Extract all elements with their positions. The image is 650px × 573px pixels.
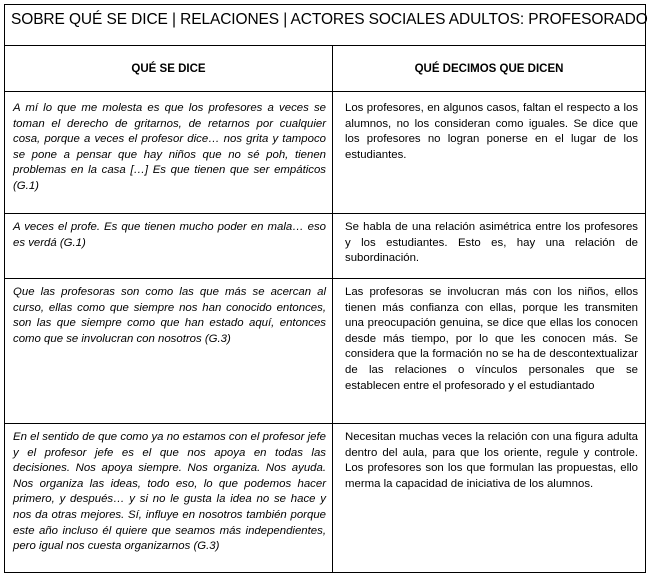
table-row xyxy=(5,92,646,214)
interpretation-cell: Los profesores, en algunos casos, faltan el respecto a los alumnos, no los consideran como iguales. Se dice que los profesores no logran ponerse en el lugar de los estudiantes. xyxy=(333,92,646,214)
quote-cell: Que las profesoras son como las que más se acercan al curso, ellas como que siempre nos han conocido entonces, son las que siempre como que han estado aquí, entonces como que se involucran con nosotros (G.3) xyxy=(5,279,333,424)
header-row xyxy=(5,46,646,92)
header-que-se-dice: QUÉ SE DICE xyxy=(5,46,333,92)
table-row xyxy=(5,279,646,424)
table-title: SOBRE QUÉ SE DICE | RELACIONES | ACTORES SOCIALES ADULTOS: PROFESORADO xyxy=(5,5,646,46)
header-que-decimos-que-dicen: QUÉ DECIMOS QUE DICEN xyxy=(333,46,646,92)
analysis-table xyxy=(4,4,646,573)
interpretation-cell: Se habla de una relación asimétrica entre los profesores y los estudiantes. Esto es, hay una relación de subordinación. xyxy=(333,214,646,279)
quote-cell: En el sentido de que como ya no estamos con el profesor jefe y el profesor jefe es el que nos apoya en todas las decisiones. Nos apoya siempre. Nos organiza. Nos ayuda. Nos organiza las ideas, todo eso, lo que podemos hacer primero, y después… y si no le gusta la idea no se hace y nos da otras mejores. Sí, influye en nosotros también porque este año incluso él quiere que seamos más independientes, pero igual nos cuesta organizarnos (G.3) xyxy=(5,424,333,573)
quote-cell: A veces el profe. Es que tienen mucho poder en mala… eso es verdá (G.1) xyxy=(5,214,333,279)
quote-cell: A mí lo que me molesta es que los profesores a veces se toman el derecho de gritarnos, de retarnos por cualquier cosa, porque a veces el profesor dice… nos grita y tampoco se pone a pensar que hay niños que no sé poh, tienen problemas en la casa […] Es que tienen que ser empáticos (G.1) xyxy=(5,92,333,214)
interpretation-cell: Las profesoras se involucran más con los niños, ellos tienen más confianza con ellas, porque les transmiten una preocupación genuina, se dice que ellas los conocen desde más tiempo, por lo que les conocen más. Se considera que la formación no se ha de descontextualizar de las relaciones o vínculos personales que se establecen entre el profesorado y el estudiantado xyxy=(333,279,646,424)
table-row xyxy=(5,214,646,279)
title-row xyxy=(5,5,646,46)
table-row xyxy=(5,424,646,573)
interpretation-cell: Necesitan muchas veces la relación con una figura adulta dentro del aula, para que los oriente, regule y controle. Los profesores son los que formulan las propuestas, ello merma la capacidad de iniciativa de los alumnos. xyxy=(333,424,646,573)
